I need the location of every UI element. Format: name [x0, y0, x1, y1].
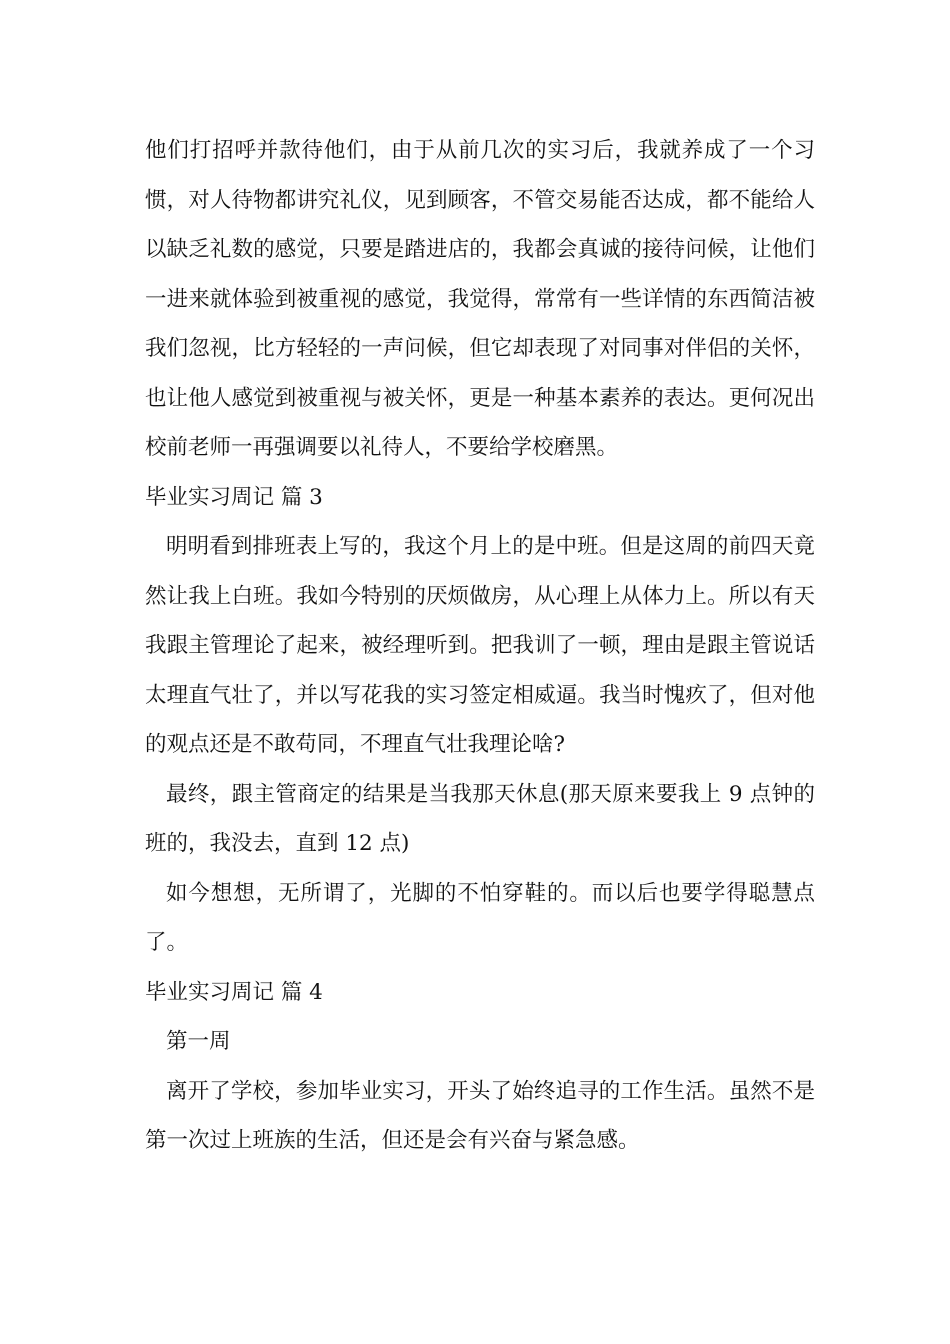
paragraph-courtesy: 他们打招呼并款待他们，由于从前几次的实习后，我就养成了一个习惯，对人待物都讲究礼仪，见到顾客，不管交易能否达成，都不能给人以缺乏礼数的感觉，只要是踏进店的，我都会真诚的接待问候，让他们一进来就体验到被重视的感觉，我觉得，常常有一些详情的东西简洁被我们忽视，比方轻轻的一声问候，但它却表现了对同事对伴侣的关怀，也让他人感觉到被重视与被关怀，更是一种基本素养的表达。更何况出校前老师一再强调要以礼待人，不要给学校磨黑。: [145, 138, 815, 460]
heading-section-3: 毕业实习周记 篇 3: [145, 484, 323, 510]
paragraph-shift-schedule: 明明看到排班表上写的，我这个月上的是中班。但是这周的前四天竟然让我上白班。我如今特别的厌烦做房，从心理上从体力上。所以有天我跟主管理论了起来，被经理听到。把我训了一顿，理由是跟主管说话太理直气壮了，并以写花我的实习签定相威逼。我当时愧疚了，但对他的观点还是不敢苟同，不理直气壮我理论啥?: [145, 534, 815, 757]
document-page: [145, 126, 815, 1166]
paragraph-agreement: 最终，跟主管商定的结果是当我那天休息(那天原来要我上 9 点钟的班的，我没去，直到 12 点): [145, 781, 815, 856]
paragraph-week-one: 第一周: [166, 1029, 231, 1054]
paragraph-reflection: 如今想想，无所谓了，光脚的不怕穿鞋的。而以后也要学得聪慧点了。: [145, 880, 815, 955]
paragraph-leaving-school: 离开了学校，参加毕业实习，开头了始终追寻的工作生活。虽然不是第一次过上班族的生活，但还是会有兴奋与紧急感。: [145, 1078, 815, 1153]
heading-section-4: 毕业实习周记 篇 4: [145, 979, 323, 1005]
